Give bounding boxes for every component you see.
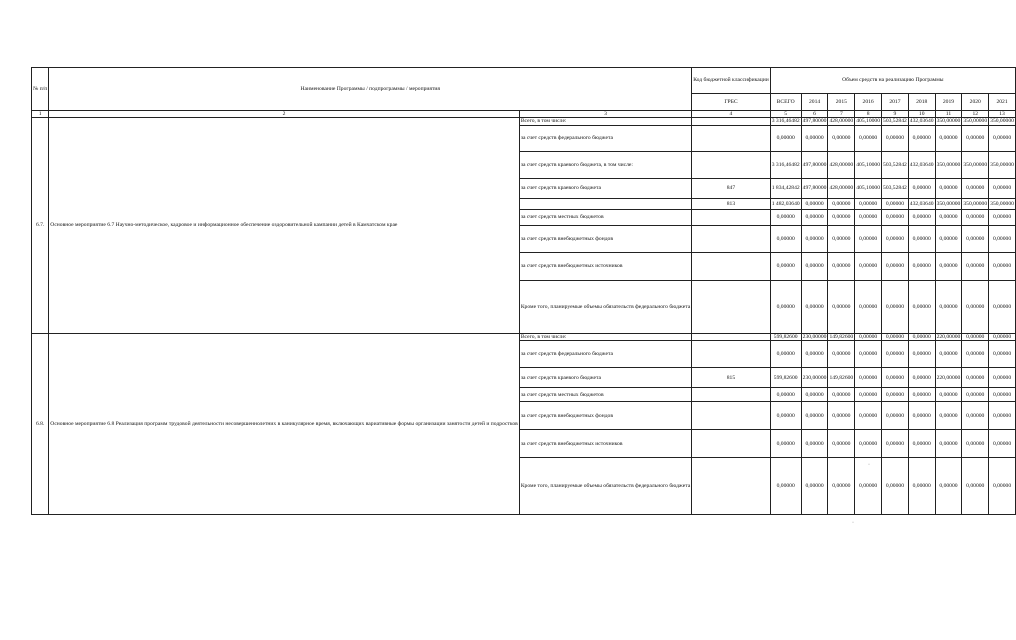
year-value: 0,00000: [855, 368, 882, 388]
year-value: 0,00000: [935, 430, 962, 458]
grbs-code: [692, 402, 771, 430]
year-value: 0,00000: [908, 209, 935, 225]
year-value: 0,00000: [908, 252, 935, 280]
year-value: 0,00000: [962, 252, 989, 280]
year-value: 0,00000: [935, 280, 962, 333]
year-value: 0,00000: [828, 341, 855, 368]
year-value: 0,00000: [855, 341, 882, 368]
year-value: 0,00000: [882, 388, 909, 402]
year-value: 0,00000: [882, 209, 909, 225]
table-row: [32, 118, 1016, 125]
grbs-code: [692, 151, 771, 178]
total-value: 0,00000: [770, 341, 801, 368]
budget-table: [31, 67, 1016, 515]
year-value: 350,00000: [989, 151, 1016, 178]
year-value: 230,00000: [802, 333, 827, 340]
total-value: 0,00000: [770, 388, 801, 402]
header-year-2016: 2016: [855, 94, 882, 111]
year-value: 0,00000: [908, 402, 935, 430]
year-value: 0,00000: [882, 402, 909, 430]
funding-source: Всего, в том числе:: [519, 118, 691, 125]
grbs-code: 847: [692, 178, 771, 198]
section-number: 6.8.: [32, 333, 49, 514]
year-value: 0,00000: [908, 178, 935, 198]
total-value: 0,00000: [770, 458, 801, 515]
year-value: 0,00000: [855, 198, 882, 209]
year-value: 350,00000: [989, 198, 1016, 209]
year-value: 0,00000: [801, 341, 828, 368]
year-value: 0,00000: [962, 178, 989, 198]
year-value: 0,00000: [935, 209, 962, 225]
total-value: 0,00000: [770, 402, 801, 430]
year-value: 0,00000: [935, 125, 962, 151]
budget-table-sheet: [31, 67, 1016, 515]
total-value: 0,00000: [770, 252, 801, 280]
year-value: 432,03640: [909, 118, 934, 125]
header-year-2021: 2021: [989, 94, 1016, 111]
grbs-code: [692, 252, 771, 280]
header-year-2018: 2018: [908, 94, 935, 111]
grbs-code: [692, 333, 771, 340]
year-value: 0,00000: [855, 252, 882, 280]
year-value: 0,00000: [855, 388, 882, 402]
year-value: 0,00000: [828, 225, 855, 252]
year-value: 149,82600: [828, 368, 855, 388]
year-value: 405,10000: [855, 178, 882, 198]
year-value: 0,00000: [855, 209, 882, 225]
year-value: 497,80000: [801, 151, 828, 178]
column-index-cell: 7: [828, 111, 855, 118]
year-value: 0,00000: [828, 198, 855, 209]
grbs-code: [692, 225, 771, 252]
year-value: 0,00000: [882, 225, 909, 252]
year-value: 432,03640: [908, 151, 935, 178]
grbs-code: [692, 280, 771, 333]
year-value: 0,00000: [989, 209, 1016, 225]
year-value: 0,00000: [908, 125, 935, 151]
total-value: 599,82600: [770, 368, 801, 388]
column-index-cell: 8: [855, 111, 882, 118]
year-value: 350,00000: [963, 118, 988, 125]
year-value: 428,00000: [829, 118, 854, 125]
funding-source: за счет средств краевого бюджета: [519, 178, 691, 198]
year-value: 0,00000: [962, 458, 989, 515]
year-value: 350,00000: [962, 151, 989, 178]
year-value: 0,00000: [828, 458, 855, 515]
year-value: 350,00000: [990, 118, 1014, 125]
funding-source: за счет средств внебюджетных фондов: [519, 225, 691, 252]
total-value: 3 316,46482: [770, 151, 801, 178]
grbs-code: [692, 209, 771, 225]
year-value: 0,00000: [855, 458, 882, 515]
year-value: 0,00000: [908, 458, 935, 515]
year-value: 350,00000: [936, 118, 961, 125]
year-value: 0,00000: [855, 125, 882, 151]
year-value: 0,00000: [882, 252, 909, 280]
year-value: 0,00000: [962, 333, 989, 340]
year-value: 0,00000: [989, 458, 1016, 515]
header-year-2020: 2020: [962, 94, 989, 111]
column-index-cell: 2: [49, 111, 520, 118]
column-index-cell: 10: [908, 111, 935, 118]
year-value: 503,52842: [882, 151, 909, 178]
total-value: 3 316,46482: [771, 118, 800, 125]
header-total: ВСЕГО: [770, 94, 801, 111]
year-value: 0,00000: [882, 333, 909, 340]
funding-source: за счет средств федерального бюджета: [519, 341, 691, 368]
year-value: 0,00000: [828, 388, 855, 402]
funding-source: [519, 198, 691, 209]
year-value: 0,00000: [962, 341, 989, 368]
year-value: 0,00000: [828, 430, 855, 458]
total-value: 599,82600: [770, 333, 801, 340]
year-value: 0,00000: [801, 388, 828, 402]
year-value: 0,00000: [828, 280, 855, 333]
year-value: 0,00000: [801, 402, 828, 430]
grbs-code: [692, 125, 771, 151]
total-value: 0,00000: [770, 209, 801, 225]
year-value: 0,00000: [989, 388, 1016, 402]
year-value: 0,00000: [828, 402, 855, 430]
grbs-code: [692, 430, 771, 458]
year-value: 350,00000: [962, 198, 989, 209]
column-index-cell: 6: [801, 111, 828, 118]
year-value: 428,00000: [828, 178, 855, 198]
grbs-code: [692, 458, 771, 515]
year-value: 0,00000: [801, 225, 828, 252]
column-index-cell: 1: [32, 111, 49, 118]
column-index-cell: 5: [770, 111, 801, 118]
year-value: 350,00000: [935, 151, 962, 178]
year-value: 0,00000: [962, 402, 989, 430]
year-value: 0,00000: [908, 430, 935, 458]
year-value: 0,00000: [962, 368, 989, 388]
year-value: 0,00000: [882, 198, 909, 209]
funding-source: за счет средств краевого бюджета, в том числе:: [519, 151, 691, 178]
funding-source: за счет средств местных бюджетов: [519, 388, 691, 402]
year-value: 0,00000: [908, 341, 935, 368]
column-index-row: [32, 111, 1016, 118]
year-value: 0,00000: [908, 280, 935, 333]
column-index-cell: 11: [935, 111, 962, 118]
margin-mark: ·: [852, 520, 854, 526]
year-value: 0,00000: [801, 430, 828, 458]
year-value: 497,80000: [801, 178, 828, 198]
year-value: 0,00000: [935, 458, 962, 515]
year-value: 0,00000: [989, 430, 1016, 458]
year-value: 220,00000: [936, 333, 961, 340]
header-year-2019: 2019: [935, 94, 962, 111]
year-value: 0,00000: [882, 341, 909, 368]
year-value: 0,00000: [801, 209, 828, 225]
header-year-2017: 2017: [882, 94, 909, 111]
year-value: 0,00000: [935, 252, 962, 280]
year-value: 0,00000: [882, 280, 909, 333]
funding-source: за счет средств местных бюджетов: [519, 209, 691, 225]
column-index-cell: 9: [882, 111, 909, 118]
year-value: 149,82600: [829, 333, 854, 340]
year-value: 0,00000: [989, 368, 1016, 388]
column-index-cell: 3: [519, 111, 691, 118]
year-value: 503,52842: [883, 118, 907, 125]
year-value: 0,00000: [801, 198, 828, 209]
year-value: 0,00000: [962, 280, 989, 333]
header-row-1: [32, 68, 1016, 94]
year-value: 0,00000: [989, 225, 1016, 252]
grbs-code: 815: [692, 368, 771, 388]
year-value: 0,00000: [855, 225, 882, 252]
year-value: 0,00000: [989, 178, 1016, 198]
header-year-2015: 2015: [828, 94, 855, 111]
section-name: Основное мероприятие 6.7 Научно-методическое, кадровое и информационное обеспечение оздоровительной кампании детей в Камчатском крае: [49, 118, 520, 333]
year-value: 0,00000: [882, 368, 909, 388]
year-value: 0,00000: [801, 125, 828, 151]
year-value: 497,80000: [802, 118, 827, 125]
funding-source: Кроме того, планируемые объемы обязательств федерального бюджета: [519, 458, 691, 515]
grbs-code: [692, 388, 771, 402]
total-value: 0,00000: [770, 430, 801, 458]
header-year-2014: 2014: [801, 94, 828, 111]
header-grbs: ГРБС: [692, 94, 771, 111]
year-value: 0,00000: [935, 402, 962, 430]
year-value: 0,00000: [962, 125, 989, 151]
year-value: 503,52842: [882, 178, 909, 198]
year-value: 0,00000: [908, 225, 935, 252]
section-name: Основное мероприятие 6.8 Реализация программ трудовой деятельности несовершеннолетних в каникулярное время, включающих вариативные формы организации занятости детей и подростков: [49, 333, 520, 514]
year-value: 0,00000: [989, 333, 1016, 340]
table-row: [32, 333, 1016, 340]
header-code-group: Код бюджетной классификации: [692, 68, 771, 94]
year-value: 0,00000: [801, 252, 828, 280]
year-value: 0,00000: [935, 341, 962, 368]
year-value: 0,00000: [989, 402, 1016, 430]
year-value: 428,00000: [828, 151, 855, 178]
year-value: 0,00000: [989, 280, 1016, 333]
year-value: 0,00000: [989, 252, 1016, 280]
year-value: 0,00000: [828, 252, 855, 280]
year-value: 0,00000: [855, 430, 882, 458]
column-index-cell: 13: [989, 111, 1016, 118]
section-number: 6.7.: [32, 118, 49, 333]
year-value: 0,00000: [908, 388, 935, 402]
year-value: 0,00000: [962, 225, 989, 252]
year-value: 0,00000: [882, 458, 909, 515]
funding-source: за счет средств внебюджетных источников: [519, 252, 691, 280]
year-value: 0,00000: [882, 125, 909, 151]
year-value: 432,03640: [908, 198, 935, 209]
column-index-cell: 4: [692, 111, 771, 118]
total-value: 1 834,42842: [770, 178, 801, 198]
funding-source: за счет средств внебюджетных источников: [519, 430, 691, 458]
total-value: 1 482,03640: [770, 198, 801, 209]
year-value: 0,00000: [962, 209, 989, 225]
year-value: 405,10000: [855, 151, 882, 178]
funding-source: за счет средств внебюджетных фондов: [519, 402, 691, 430]
year-value: 0,00000: [935, 225, 962, 252]
year-value: 0,00000: [828, 125, 855, 151]
year-value: 220,00000: [935, 368, 962, 388]
grbs-code: [692, 118, 771, 125]
year-value: 0,00000: [882, 430, 909, 458]
year-value: 350,00000: [935, 198, 962, 209]
year-value: 0,00000: [855, 333, 882, 340]
header-name: Наименование Программы / подпрограммы / мероприятия: [49, 68, 692, 111]
year-value: 0,00000: [855, 402, 882, 430]
year-value: 0,00000: [962, 388, 989, 402]
header-volume: Объем средств на реализацию Программы: [770, 68, 1015, 94]
year-value: 0,00000: [855, 280, 882, 333]
funding-source: Всего, в том числе:: [519, 333, 691, 340]
header-num: № п/п: [32, 68, 49, 111]
year-value: 0,00000: [908, 333, 935, 340]
year-value: 230,00000: [801, 368, 828, 388]
total-value: 0,00000: [770, 225, 801, 252]
grbs-code: [692, 341, 771, 368]
funding-source: Кроме того, планируемые объемы обязательств федерального бюджета: [519, 280, 691, 333]
year-value: 0,00000: [801, 280, 828, 333]
year-value: 0,00000: [935, 388, 962, 402]
column-index-cell: 12: [962, 111, 989, 118]
year-value: 0,00000: [935, 178, 962, 198]
total-value: 0,00000: [770, 280, 801, 333]
year-value: 0,00000: [828, 209, 855, 225]
year-value: 0,00000: [989, 341, 1016, 368]
funding-source: за счет средств федерального бюджета: [519, 125, 691, 151]
margin-mark: ·: [868, 462, 870, 468]
year-value: 0,00000: [989, 125, 1016, 151]
funding-source: за счет средств краевого бюджета: [519, 368, 691, 388]
total-value: 0,00000: [770, 125, 801, 151]
year-value: 0,00000: [801, 458, 828, 515]
grbs-code: 813: [692, 198, 771, 209]
year-value: 0,00000: [908, 368, 935, 388]
year-value: 405,10000: [856, 118, 881, 125]
year-value: 0,00000: [962, 430, 989, 458]
